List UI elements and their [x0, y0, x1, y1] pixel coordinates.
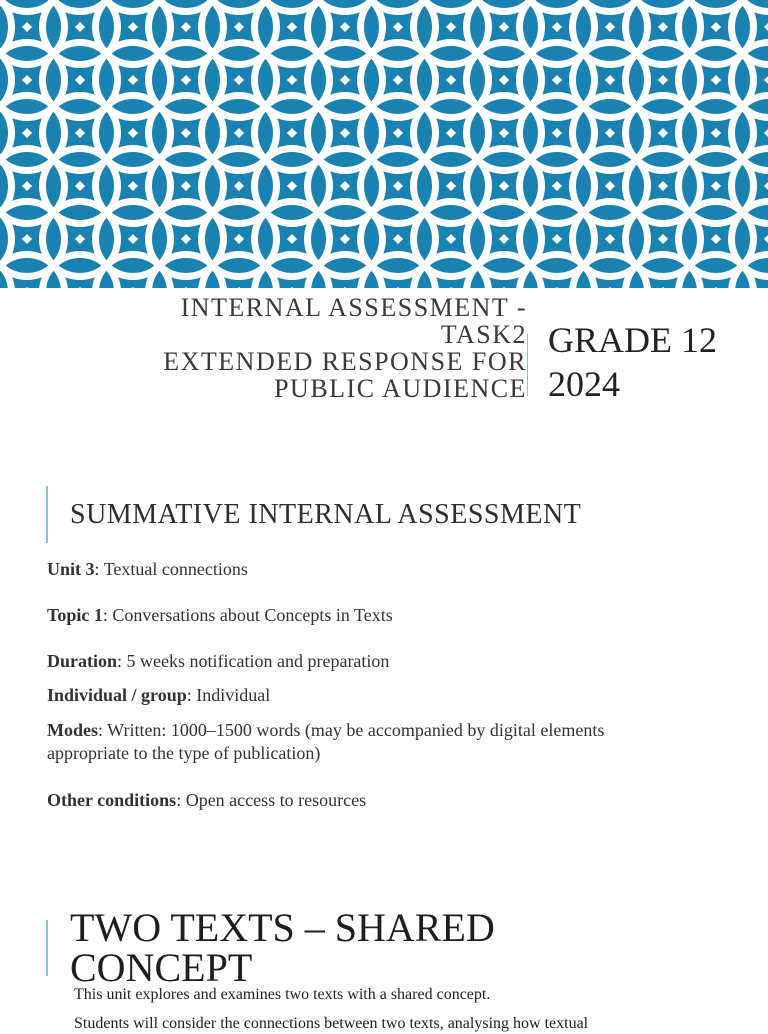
field-label: Other conditions — [47, 790, 177, 810]
slide-title — [87, 294, 527, 402]
slide-title-line-2: EXTENDED RESPONSE FOR PUBLIC AUDIENCE — [163, 347, 527, 403]
header-banner — [0, 0, 768, 288]
field-label: Individual / group — [47, 685, 187, 705]
grade-block — [548, 318, 717, 406]
paragraph: Students will consider the connections between two texts, analysing how textual — [74, 1015, 589, 1032]
circle-lattice-pattern — [0, 0, 768, 288]
paragraph: This unit explores and examines two texts with a shared concept. — [74, 986, 491, 1003]
field-label: Topic 1 — [47, 605, 103, 625]
field-label: Modes — [47, 720, 98, 740]
section-accent-bar — [46, 486, 48, 543]
field-duration — [47, 650, 687, 673]
grade-label: GRADE 12 — [548, 320, 717, 360]
slide-title-line-1: INTERNAL ASSESSMENT - TASK2 — [180, 293, 527, 349]
field-value: : Written: 1000–1500 words (may be accompanied by digital elements appropriate to the type of publication) — [47, 720, 605, 763]
field-other-conditions — [47, 789, 687, 812]
field-value: : 5 weeks notification and preparation — [117, 651, 390, 671]
field-label: Duration — [47, 651, 118, 671]
field-value: : Open access to resources — [176, 790, 367, 810]
field-value: : Individual — [186, 685, 271, 705]
title-divider — [527, 334, 528, 396]
field-modes — [47, 719, 687, 765]
section-heading-summative: SUMMATIVE INTERNAL ASSESSMENT — [70, 499, 582, 530]
field-individual-group — [47, 684, 687, 707]
banner-lattice — [0, 0, 768, 288]
field-label: Unit 3 — [47, 559, 95, 579]
section-heading-two-texts: TWO TEXTS – SHARED CONCEPT — [70, 905, 495, 990]
section-accent-bar — [46, 920, 48, 976]
year-label: 2024 — [548, 364, 620, 404]
field-value: : Textual connections — [94, 559, 248, 579]
field-unit — [47, 558, 687, 581]
field-topic — [47, 604, 687, 627]
field-value: : Conversations about Concepts in Texts — [102, 605, 393, 625]
